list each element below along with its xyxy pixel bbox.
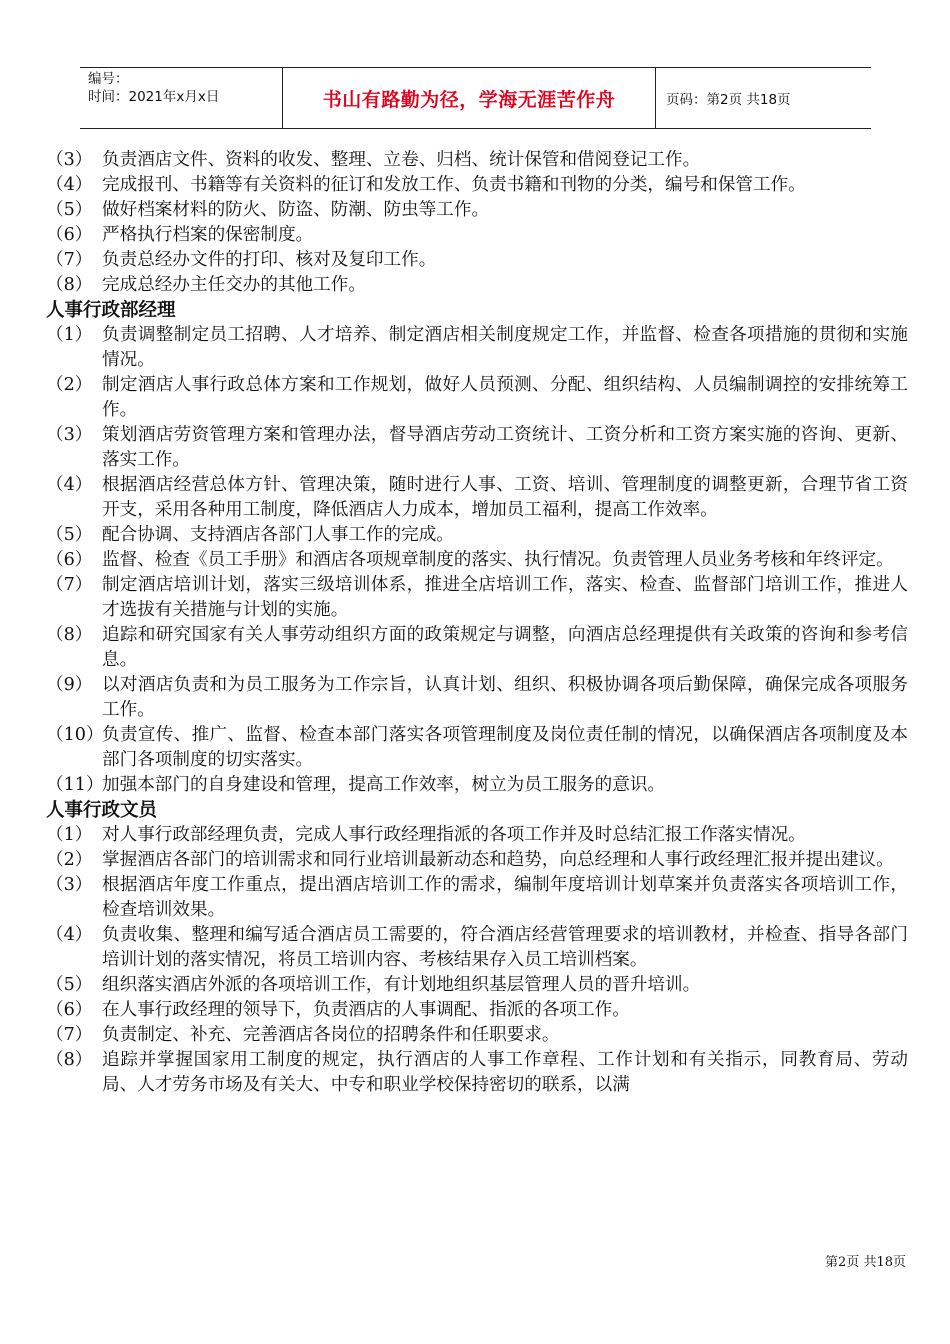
- item-number: （6）: [46, 225, 93, 245]
- list-item: [46, 723, 908, 773]
- item-text: 严格执行档案的保密制度。: [102, 225, 314, 245]
- list-item: [46, 548, 908, 573]
- document-body: [46, 148, 908, 1098]
- page-header: [80, 67, 871, 129]
- item-text: 掌握酒店各部门的培训需求和同行业培训最新动态和趋势，向总经理和人事行政经理汇报并提出建议。: [102, 850, 894, 870]
- item-text: 追踪和研究国家有关人事劳动组织方面的政策规定与调整，向酒店总经理提供有关政策的咨询和参考信息。: [102, 625, 908, 670]
- page-footer: 第2页 共18页: [825, 1255, 906, 1270]
- item-number: （7）: [46, 575, 93, 595]
- item-text: 监督、检查《员工手册》和酒店各项规章制度的落实、执行情况。负责管理人员业务考核和年终评定。: [102, 550, 894, 570]
- item-number: （6）: [46, 1000, 93, 1020]
- item-number: （11）: [46, 775, 104, 795]
- item-text: 根据酒店经营总体方针、管理决策，随时进行人事、工资、培训、管理制度的调整更新，合理节省工资开支，采用各种用工制度，降低酒店人力成本，增加员工福利，提高工作效率。: [102, 475, 908, 520]
- item-text: 负责调整制定员工招聘、人才培养、制定酒店相关制度规定工作，并监督、检查各项措施的贯彻和实施情况。: [102, 325, 908, 370]
- item-number: （5）: [46, 200, 93, 220]
- item-text: 负责制定、补充、完善酒店各岗位的招聘条件和任职要求。: [102, 1025, 560, 1045]
- item-text: 组织落实酒店外派的各项培训工作，有计划地组织基层管理人员的晋升培训。: [102, 975, 701, 995]
- list-item: [46, 673, 908, 723]
- list-item: [46, 523, 908, 548]
- item-number: （4）: [46, 925, 93, 945]
- item-number: （8）: [46, 625, 93, 645]
- item-number: （10）: [46, 725, 104, 745]
- list-item: [46, 198, 908, 223]
- item-text: 制定酒店培训计划，落实三级培训体系，推进全店培训工作，落实、检查、监督部门培训工作，推进人才选拔有关措施与计划的实施。: [102, 575, 908, 620]
- header-motto: 书山有路勤为径，学海无涯苦作舟: [283, 68, 656, 128]
- list-item: [46, 823, 908, 848]
- item-text: 以对酒店负责和为员工服务为工作宗旨，认真计划、组织、积极协调各项后勤保障，确保完成各项服务工作。: [102, 675, 908, 720]
- item-text: 负责宣传、推广、监督、检查本部门落实各项管理制度及岗位责任制的情况，以确保酒店各项制度及本部门各项制度的切实落实。: [102, 725, 908, 770]
- list-item: [46, 273, 908, 298]
- list-item: [46, 573, 908, 623]
- list-item: [46, 923, 908, 973]
- item-text: 负责收集、整理和编写适合酒店员工需要的，符合酒店经营管理要求的培训教材，并检查、指导各部门培训计划的落实情况，将员工培训内容、考核结果存入员工培训档案。: [102, 925, 908, 970]
- item-text: 配合协调、支持酒店各部门人事工作的完成。: [102, 525, 454, 545]
- item-text: 完成报刊、书籍等有关资料的征订和发放工作、负责书籍和刊物的分类，编号和保管工作。: [102, 175, 806, 195]
- item-number: （2）: [46, 850, 93, 870]
- list-item: [46, 1023, 908, 1048]
- list-item: [46, 848, 908, 873]
- item-number: （3）: [46, 425, 93, 445]
- item-number: （5）: [46, 525, 93, 545]
- header-page-info: 页码：第2页 共18页: [666, 92, 791, 108]
- item-number: （7）: [46, 1025, 93, 1045]
- header-meta: [80, 68, 283, 128]
- item-number: （3）: [46, 875, 93, 895]
- list-item: [46, 148, 908, 173]
- list-item: [46, 973, 908, 998]
- item-text: 根据酒店年度工作重点，提出酒店培训工作的需求，编制年度培训计划草案并负责落实各项培训工作，检查培训效果。: [102, 875, 908, 920]
- section-heading: 人事行政部经理: [46, 300, 176, 321]
- item-text: 加强本部门的自身建设和管理，提高工作效率，树立为员工服务的意识。: [102, 775, 666, 795]
- item-text: 在人事行政经理的领导下，负责酒店的人事调配、指派的各项工作。: [102, 1000, 630, 1020]
- list-item: [46, 423, 908, 473]
- item-text: 负责酒店文件、资料的收发、整理、立卷、归档、统计保管和借阅登记工作。: [102, 150, 701, 170]
- list-item: [46, 773, 908, 798]
- item-number: （3）: [46, 150, 93, 170]
- list-item: [46, 873, 908, 923]
- section-heading: 人事行政文员: [46, 800, 158, 821]
- list-item: [46, 173, 908, 198]
- item-text: 做好档案材料的防火、防盗、防潮、防虫等工作。: [102, 200, 490, 220]
- list-item: [46, 323, 908, 373]
- list-item: [46, 248, 908, 273]
- item-text: 完成总经办主任交办的其他工作。: [102, 275, 366, 295]
- item-number: （2）: [46, 375, 93, 395]
- list-item: [46, 623, 908, 673]
- time-label: 时间：2021年x月x日: [88, 89, 220, 105]
- item-number: （8）: [46, 275, 93, 295]
- list-item: [46, 473, 908, 523]
- list-item: [46, 373, 908, 423]
- item-text: 对人事行政部经理负责，完成人事行政经理指派的各项工作并及时总结汇报工作落实情况。: [102, 825, 806, 845]
- item-number: （6）: [46, 550, 93, 570]
- item-text: 负责总经办文件的打印、核对及复印工作。: [102, 250, 437, 270]
- item-number: （4）: [46, 175, 93, 195]
- list-item: [46, 223, 908, 248]
- number-label: 编号：: [88, 71, 129, 87]
- list-item: [46, 998, 908, 1023]
- item-text: 追踪并掌握国家用工制度的规定，执行酒店的人事工作章程、工作计划和有关指示，同教育局、劳动局、人才劳务市场及有关大、中专和职业学校保持密切的联系，以满: [102, 1050, 908, 1095]
- item-number: （8）: [46, 1050, 93, 1070]
- item-number: （1）: [46, 825, 93, 845]
- list-item: [46, 1048, 908, 1098]
- item-number: （1）: [46, 325, 93, 345]
- item-number: （5）: [46, 975, 93, 995]
- item-number: （7）: [46, 250, 93, 270]
- item-number: （9）: [46, 675, 93, 695]
- item-text: 制定酒店人事行政总体方案和工作规划，做好人员预测、分配、组织结构、人员编制调控的安排统筹工作。: [102, 375, 908, 420]
- item-number: （4）: [46, 475, 93, 495]
- item-text: 策划酒店劳资管理方案和管理办法，督导酒店劳动工资统计、工资分析和工资方案实施的咨询、更新、落实工作。: [102, 425, 908, 470]
